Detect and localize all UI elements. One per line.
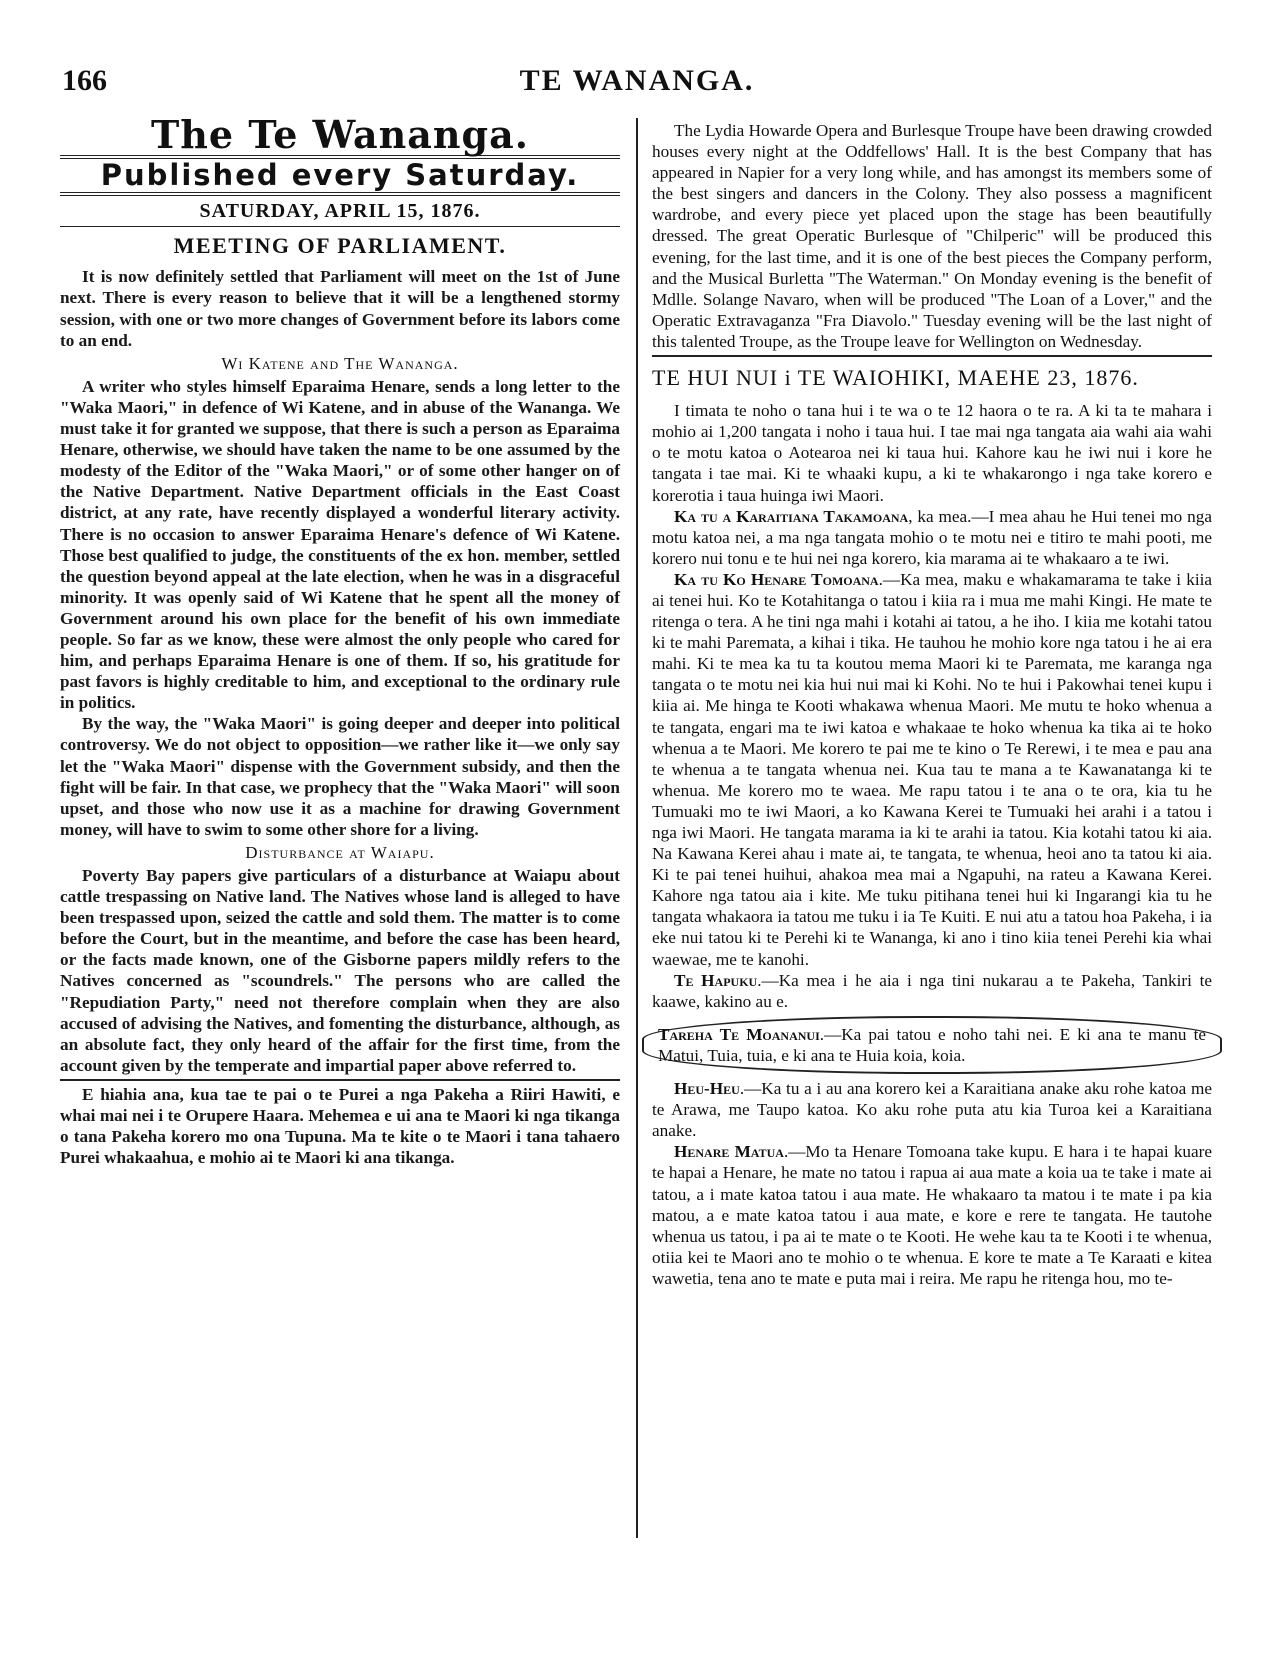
- speaker-name: Ka tu Ko Henare Tomoana: [674, 569, 879, 589]
- speech-entry: [652, 1141, 1212, 1289]
- section-heading: Wi Katene and The Wananga.: [221, 353, 459, 373]
- running-title: TE WANANGA.: [519, 64, 755, 97]
- publication-frequency: Published every Saturday.: [100, 158, 580, 193]
- masthead: The Te Wananga.: [151, 112, 529, 157]
- speaker-name: Ka tu a Karaitiana Takamoana: [674, 506, 909, 526]
- speech-entry: [658, 1024, 1206, 1066]
- speech-entry: [652, 1078, 1212, 1141]
- speaker-name: Heu-Heu: [674, 1079, 740, 1099]
- speech-text: , ka mea.—I mea ahau he Hui tenei mo nga motu katoa nei, a ma nga tangata mohio o te motu nei e titiro te mahi pooti, me korero nui tonu e te hui nei nga korero, kia marama ai te whakaaro a te iwi.: [652, 506, 1213, 568]
- article-headline: MEETING OF PARLIAMENT.: [173, 233, 507, 259]
- left-column: [60, 112, 620, 1168]
- date-rule: [60, 226, 620, 227]
- page-number: 166: [62, 64, 107, 97]
- speech-text: .—Mo ta Henare Tomoana take kupu. E hara i te hapai kuare te hapai a Henare, he mate no tatou i rapua ai aua mate a koia ua te take i mate ai tatou, a i mate katoa tatou i aua mate. He whakaaro ta matou i te mate i pa kia matou, a e mate katoa tatou i aua mate, e kore e rere te tangata. He tautohe whenua us tatou, i pa ai te mate o te Kooti. He wehe kau ta te Kooti i te whenua, otiia kei te Maori ano te mohio o te whenua. E kore te mate a Te Karaati e kitea wawetia, tena ano te mate e puta mai i reira. Me rapu he ritenga hou, mo te-: [652, 1142, 1212, 1288]
- maori-notice: E hiahia ana, kua tae te pai o te Purei a nga Pakeha a Riiri Hawiti, e whai mai nei i te Orupere Haara. Mehemea e ui ana te Maori ki nga tikanga o tana Pakeha korero mo ona Tupuna. Ma te kite o te Maori i tana tahaero Purei whakaahua, e mohio ai te Maori ki ana tikanga.: [60, 1084, 620, 1168]
- speech-text: .—Ka pai tatou e noho tahi nei. E ki ana te manu te Matui, Tuia, tuia, e ki ana te Huia koia, koia.: [658, 1024, 1206, 1065]
- speech-text: .—Ka tu a i au ana korero kei a Karaitiana anake aku rohe katoa me te Arawa, me Taupo katoa. Ko aku rohe puta atu kia Turoa kei a Karaitiana anake.: [652, 1079, 1212, 1141]
- issue-date: SATURDAY, APRIL 15, 1876.: [199, 200, 481, 223]
- page-header: [62, 62, 1212, 110]
- section-heading: Disturbance at Waiapu.: [245, 842, 435, 862]
- opera-notice: The Lydia Howarde Opera and Burlesque Troupe have been drawing crowded houses every night at the Oddfellows' Hall. It is the best Company that has appeared in Napier for a very long while, and has amongst its members some of the best singers and dancers in the Colony. They also possess a magnificent wardrobe, and every piece yet placed upon the stage has been beautifully dressed. The great Operatic Burlesque of "Chilperic" will be produced this evening, for the last time, and it is one of the best pieces the Company perform, and the Musical Burletta "The Waterman." On Monday evening is the benefit of Mdlle. Solange Navaro, when will be produced "The Loan of a Lover," and the Operatic Extravaganza "Fra Diavolo." Tuesday evening will be the last night of this talented Troupe, as the Troupe leave for Wellington on Wednesday.: [652, 121, 1212, 351]
- notice-rule: [652, 355, 1212, 357]
- speech-text: .—Ka mea i he aia i nga tini nukarau a te Pakeha, Tankiri te kaawe, kakino au e.: [652, 970, 1212, 1011]
- article-paragraph: Poverty Bay papers give particulars of a disturbance at Waiapu about cattle trespassing on Native land. The Natives whose land is alleged to have been trespassed upon, seized the cattle and sold them. The matter is to come before the Court, but in the meantime, and before the case has been heard, or the facts made known, one of the Gisborne papers mildly refers to the Natives concerned as "scoundrels." The persons who are called the "Repudiation Party," need not therefore complain when they are also accused of advising the Natives, and fomenting the disturbance, although, as an absolute fact, they only heard of the affair for the first time, from the account given by the temperate and impartial paper above referred to.: [60, 866, 620, 1075]
- speech-entry: [652, 569, 1212, 970]
- subtitle-rule: [60, 192, 620, 196]
- article-paragraph: It is now definitely settled that Parliament will meet on the 1st of June next. There is every reason to believe that it will be a lengthened stormy session, with one or two more changes of Government before its labors come to an end.: [60, 267, 620, 350]
- speaker-name: Tareha Te Moananui: [658, 1024, 820, 1044]
- section-rule: [60, 1079, 620, 1081]
- speech-text: .—Ka mea, maku e whakamarama te take i kiia ai tenei hui. Ko te Kotahitanga o tatou i kiia ra i mua me mahi Kingi. He mate te ritenga o tera. A he tini nga mahi i kotahi ai tatou, a he iho. I kiia me kotahi tatou ki te mahi Paremata, a kihai i tika. He tauhou he mohio kore nga tatou i he ai era mahi. Ki te mea ka tu ta koutou mema Maori ki te Paremata, me karanga nga tangata o te motu nei kia hui nui mai ki Kohi. No te hui i Pakowhai tenei kupu i kiia ai. Me hinga te Kooti whakawa whenua Maori. Me mutu te hoko whenua a te tangata, engari ma te iwi katoa e whakaae te hoko whenua ka tika ai te hoko whenua a te Maori. Me korero te pai me te kino o Te Rerewi, i te mea e pau ana te whenua a te tangata whenua nei. Kua tau te mana a te Kawanatanga ki te whenua. Me korero mo te waea. Me rapu tatou i te ana o te ora, kia tu he Tumuaki mo te iwi Maori, a ko Kawana Kerei te Tumuaki hei arahi i a tatou i nga iwi Maori. He tangata marama ia ki te arahi ia tatou. Kia kotahi tatou ki aia. Na Kawana Kerei ahau i mate ai, te tangata, te whenua, heoi ano ta tatou ki aia. Ki te pai tenei huihui, ahakoa mea mai a Ngapuhi, na rateu a Kawana Kerei. Kahore nga tatou aia i kite. Me tuku pitihana tenei hui ki Ingarangi kia tu he tangata whakaora ia tatou me tuku i ia Te Kuiti. E nui atu a tatou hoa Pakeha, i ia eke nui tatou ki te Perehi ki te Wananga, ki ano i tino kiia tenei Perehi kia whai waewae, me te kanohi.: [652, 569, 1212, 969]
- column-divider: [636, 118, 638, 1538]
- speaker-name: Henare Matua: [674, 1142, 784, 1162]
- circled-passage: [642, 1016, 1222, 1074]
- speech-entry: [652, 970, 1212, 1012]
- right-column: [652, 120, 1212, 1289]
- article-paragraph: By the way, the "Waka Maori" is going deeper and deeper into political controversy. We do not object to opposition—we rather like it—we only say let the "Waka Maori" dispense with the Government subsidy, and then the fight will be fair. In that case, we prophecy that the "Waka Maori" will soon upset, and those who now use it as a machine for drawing Government money, will have to swim to some other shore for a living.: [60, 714, 620, 839]
- meeting-headline: TE HUI NUI i TE WAIOHIKI, MAEHE 23, 1876.: [652, 365, 1139, 391]
- speaker-name: Te Hapuku: [674, 970, 758, 990]
- meeting-paragraph: I timata te noho o tana hui i te wa o te 12 haora o te ra. A ki ta te mahara i mohio ai 1,200 tangata i noho i taua hui. I tae mai nga tangata aia wahi aia wahi o te motu katoa o Aotearoa nei ki taua hui. Kahore kau he iwi nui i kore he tangata i tae mai. Ki te whaaki kupu, a ki te whakarongo i nga take korero e korerotia i taua huinga iwi Maori.: [652, 401, 1212, 505]
- article-paragraph: A writer who styles himself Eparaima Henare, sends a long letter to the "Waka Maori," in defence of Wi Katene, and in abuse of the Wananga. We must take it for granted we suppose, that there is such a person as Eparaima Henare, otherwise, we should have taken the name to be one assumed by the modesty of the Editor of the "Waka Maori," or of some other hanger on of the Native Department. Native Department officials in the East Coast district, at any rate, have recently displayed a wonderful literary activity. There is no occasion to answer Eparaima Henare's defence of Wi Katene. Those best qualified to judge, the constituents of the ex hon. member, settled the question beyond appeal at the late election, when he was in a disgraceful minority. It was openly said of Wi Katene that he spent all the money of Government around his own place for the benefit of his own immediate people. So far as we know, these were almost the only people who cared for him, and perhaps Eparaima Henare is one of them. If so, his gratitude for past favors is highly creditable to him, and exceptional to the ordinary rule in politics.: [60, 376, 620, 713]
- speech-entry: [652, 506, 1212, 569]
